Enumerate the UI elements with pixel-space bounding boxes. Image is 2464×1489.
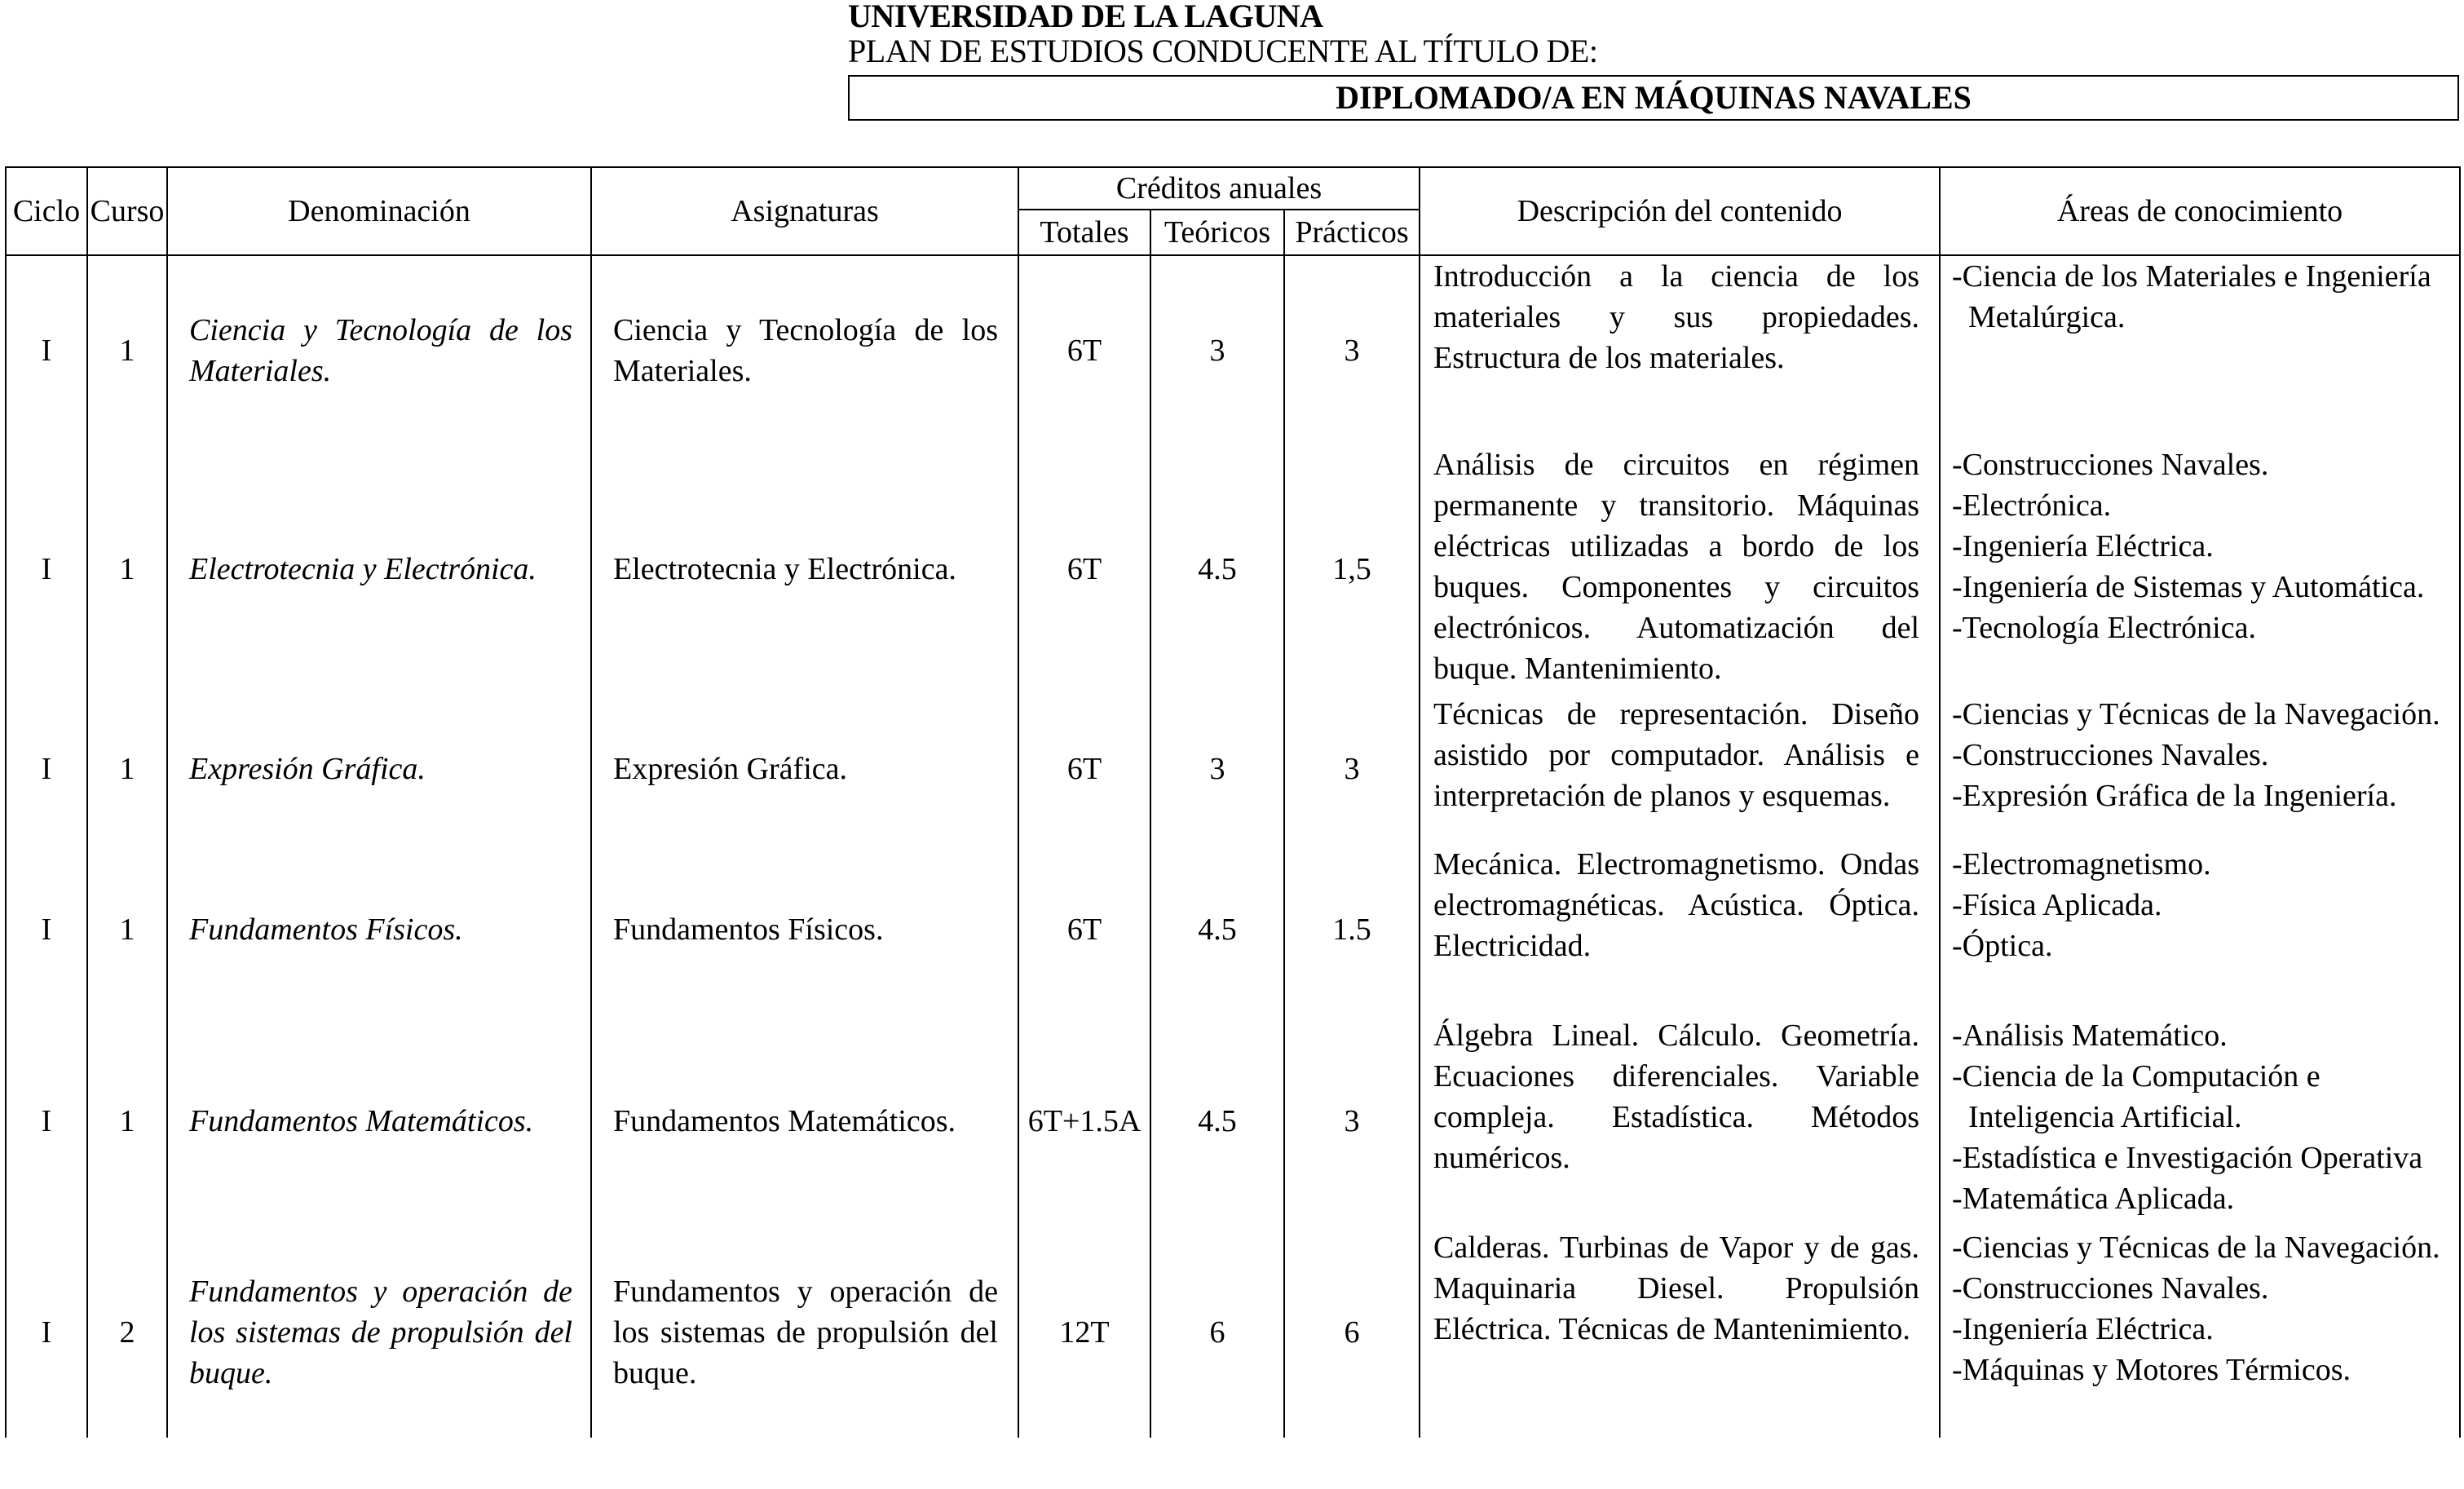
area-item: -Electrónica. xyxy=(1952,488,2112,523)
table-row xyxy=(6,1015,2460,1227)
cell-totales: 12T xyxy=(1018,1227,1150,1438)
cell-totales: 6T+1.5A xyxy=(1018,1015,1150,1227)
area-item: -Ciencias y Técnicas de la Navegación. xyxy=(1952,1231,2440,1265)
cell-ciclo: I xyxy=(6,1015,87,1227)
cell-curso: 1 xyxy=(87,694,167,844)
header-areas: Áreas de conocimiento xyxy=(1940,167,2460,255)
header-teoricos: Teóricos xyxy=(1150,210,1284,255)
descripcion-text: Mecánica. Electromagnetismo. Ondas electromagnéticas. Acústica. Óptica. Electricidad. xyxy=(1433,847,1920,963)
cell-teoricos: 6 xyxy=(1150,1227,1284,1438)
cell-areas xyxy=(1940,694,2460,844)
cell-asignatura: Expresión Gráfica. xyxy=(591,694,1018,844)
cell-denominacion: Ciencia y Tecnología de los Materiales. xyxy=(167,255,591,444)
cell-practicos: 1,5 xyxy=(1284,444,1420,694)
cell-areas xyxy=(1940,1227,2460,1438)
header-practicos: Prácticos xyxy=(1284,210,1420,255)
cell-areas xyxy=(1940,844,2460,1015)
cell-totales: 6T xyxy=(1018,255,1150,444)
area-item: -Matemática Aplicada. xyxy=(1952,1182,2235,1216)
cell-ciclo: I xyxy=(6,844,87,1015)
header-totales: Totales xyxy=(1018,210,1150,255)
area-item: -Ciencia de la Computación e Inteligencia Artificial. xyxy=(1952,1059,2320,1134)
descripcion-text: Álgebra Lineal. Cálculo. Geometría. Ecuaciones diferenciales. Variable compleja. Estadística. Métodos numéricos. xyxy=(1433,1018,1920,1175)
area-item: -Ciencia de los Materiales e Ingeniería Metalúrgica. xyxy=(1952,259,2431,334)
area-item: -Física Aplicada. xyxy=(1952,888,2162,922)
header-curso: Curso xyxy=(87,167,167,255)
cell-denominacion: Electrotecnia y Electrónica. xyxy=(167,444,591,694)
cell-descripcion xyxy=(1420,1227,1940,1438)
header-asignaturas: Asignaturas xyxy=(591,167,1018,255)
area-item: -Tecnología Electrónica. xyxy=(1952,611,2256,645)
descripcion-text: Técnicas de representación. Diseño asistido por computador. Análisis e interpretación de planos y esquemas. xyxy=(1433,697,1920,813)
table-row xyxy=(6,844,2460,1015)
cell-areas xyxy=(1940,444,2460,694)
cell-curso: 2 xyxy=(87,1227,167,1438)
cell-ciclo: I xyxy=(6,1227,87,1438)
cell-practicos: 3 xyxy=(1284,255,1420,444)
area-item: -Ingeniería Eléctrica. xyxy=(1952,529,2214,563)
cell-denominacion: Fundamentos Físicos. xyxy=(167,844,591,1015)
cell-ciclo: I xyxy=(6,444,87,694)
cell-practicos: 3 xyxy=(1284,694,1420,844)
area-item: -Máquinas y Motores Térmicos. xyxy=(1952,1353,2351,1387)
area-item: -Construcciones Navales. xyxy=(1952,448,2269,482)
university-name: UNIVERSIDAD DE LA LAGUNA xyxy=(848,0,1323,34)
header-descripcion: Descripción del contenido xyxy=(1420,167,1940,255)
area-item: -Ciencias y Técnicas de la Navegación. xyxy=(1952,697,2440,731)
cell-curso: 1 xyxy=(87,255,167,444)
descripcion-text: Análisis de circuitos en régimen permanente y transitorio. Máquinas eléctricas utilizadas a bordo de los buques. Componentes y circuitos electrónicos. Automatización del buque. Mantenimiento. xyxy=(1433,448,1920,686)
plan-title: PLAN DE ESTUDIOS CONDUCENTE AL TÍTULO DE: xyxy=(848,33,1598,69)
cell-denominacion: Fundamentos Matemáticos. xyxy=(167,1015,591,1227)
cell-asignatura: Fundamentos Físicos. xyxy=(591,844,1018,1015)
area-item: -Construcciones Navales. xyxy=(1952,738,2269,772)
area-item: -Estadística e Investigación Operativa xyxy=(1952,1141,2423,1175)
cell-curso: 1 xyxy=(87,844,167,1015)
header-ciclo: Ciclo xyxy=(6,167,87,255)
table-row xyxy=(6,1227,2460,1438)
cell-ciclo: I xyxy=(6,694,87,844)
cell-asignatura: Ciencia y Tecnología de los Materiales. xyxy=(591,255,1018,444)
cell-areas xyxy=(1940,255,2460,444)
cell-asignatura: Fundamentos Matemáticos. xyxy=(591,1015,1018,1227)
cell-teoricos: 4.5 xyxy=(1150,444,1284,694)
cell-descripcion xyxy=(1420,1015,1940,1227)
study-plan-table xyxy=(5,166,2461,1438)
cell-descripcion xyxy=(1420,844,1940,1015)
cell-denominacion: Fundamentos y operación de los sistemas de propulsión del buque. xyxy=(167,1227,591,1438)
descripcion-text: Calderas. Turbinas de Vapor y de gas. Maquinaria Diesel. Propulsión Eléctrica. Técnicas de Mantenimiento. xyxy=(1433,1231,1920,1346)
area-item: -Ingeniería Eléctrica. xyxy=(1952,1312,2214,1346)
area-item: -Óptica. xyxy=(1952,929,2053,963)
cell-totales: 6T xyxy=(1018,694,1150,844)
header-denominacion: Denominación xyxy=(167,167,591,255)
area-item: -Análisis Matemático. xyxy=(1952,1018,2228,1053)
cell-descripcion xyxy=(1420,255,1940,444)
area-item: -Expresión Gráfica de la Ingeniería. xyxy=(1952,779,2397,813)
cell-teoricos: 3 xyxy=(1150,255,1284,444)
table-row xyxy=(6,694,2460,844)
cell-totales: 6T xyxy=(1018,444,1150,694)
area-item: -Construcciones Navales. xyxy=(1952,1271,2269,1306)
cell-asignatura: Fundamentos y operación de los sistemas de propulsión del buque. xyxy=(591,1227,1018,1438)
table-row xyxy=(6,444,2460,694)
cell-descripcion xyxy=(1420,444,1940,694)
cell-teoricos: 3 xyxy=(1150,694,1284,844)
cell-teoricos: 4.5 xyxy=(1150,1015,1284,1227)
cell-areas xyxy=(1940,1015,2460,1227)
cell-asignatura: Electrotecnia y Electrónica. xyxy=(591,444,1018,694)
cell-ciclo: I xyxy=(6,255,87,444)
header-creditos: Créditos anuales xyxy=(1018,167,1420,210)
cell-curso: 1 xyxy=(87,444,167,694)
table-row xyxy=(6,255,2460,444)
area-item: -Ingeniería de Sistemas y Automática. xyxy=(1952,570,2425,604)
cell-totales: 6T xyxy=(1018,844,1150,1015)
document-header xyxy=(848,0,2462,116)
cell-practicos: 3 xyxy=(1284,1015,1420,1227)
cell-curso: 1 xyxy=(87,1015,167,1227)
descripcion-text: Introducción a la ciencia de los materiales y sus propiedades. Estructura de los materiales. xyxy=(1433,259,1920,375)
cell-denominacion: Expresión Gráfica. xyxy=(167,694,591,844)
area-item: -Electromagnetismo. xyxy=(1952,847,2211,881)
cell-descripcion xyxy=(1420,694,1940,844)
cell-practicos: 6 xyxy=(1284,1227,1420,1438)
cell-practicos: 1.5 xyxy=(1284,844,1420,1015)
cell-teoricos: 4.5 xyxy=(1150,844,1284,1015)
table-body xyxy=(6,255,2460,1438)
degree-title: DIPLOMADO/A EN MÁQUINAS NAVALES xyxy=(848,75,2459,121)
